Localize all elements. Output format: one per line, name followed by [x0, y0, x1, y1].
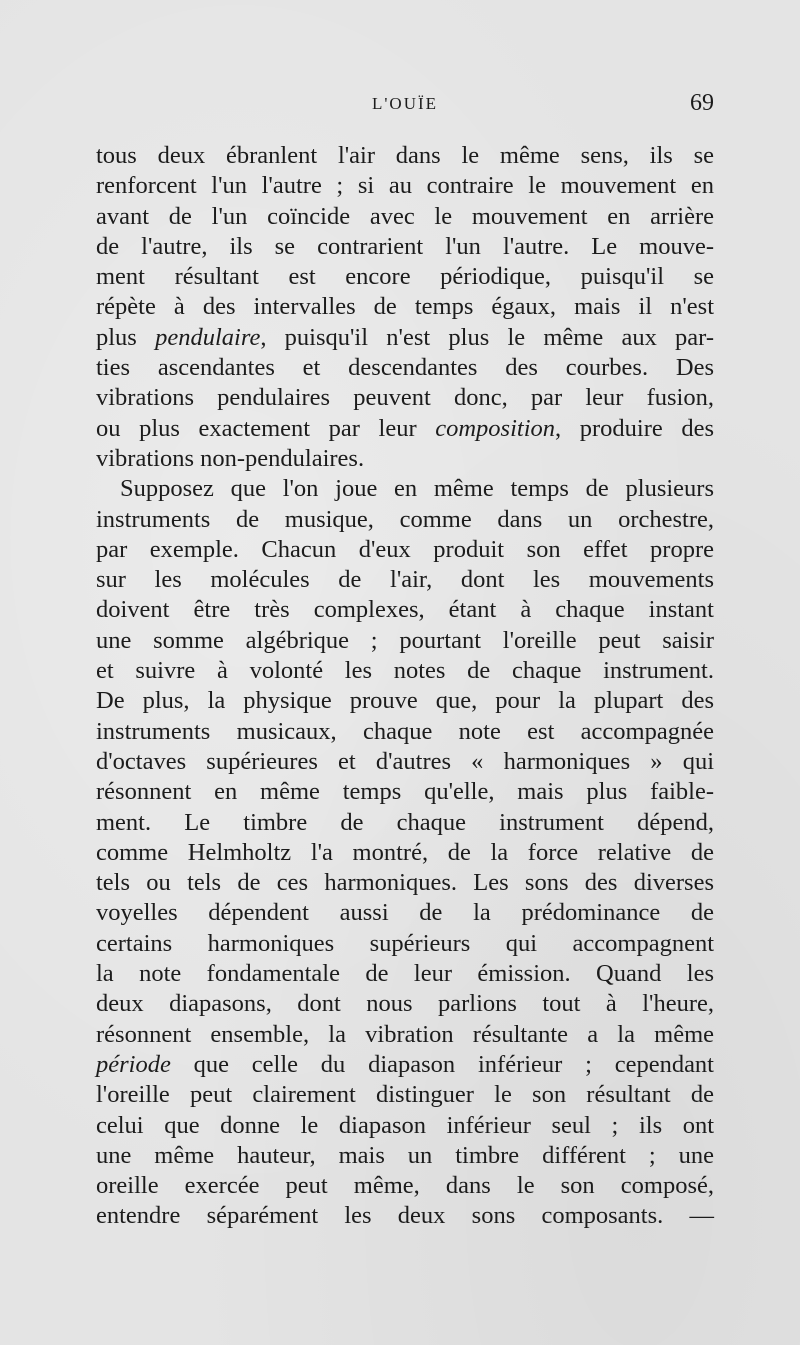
text-line: [96, 535, 714, 565]
body-text: [96, 141, 714, 1232]
text-line: [96, 565, 714, 595]
text-line: [96, 656, 714, 686]
text-line: [96, 808, 714, 838]
text-run: vibrations pendulaires peuvent donc, par leur fusion,: [96, 384, 714, 412]
text-run: oreille exercée peut même, dans le son composé,: [96, 1172, 714, 1200]
text-line: [96, 959, 714, 989]
text-run: celui que donne le diapason inférieur seul ; ils ont: [96, 1111, 714, 1139]
text-run: tous deux ébranlent l'air dans le même sens, ils se: [96, 142, 714, 169]
text-run: tels ou tels de ces harmoniques. Les sons des diverses: [96, 869, 714, 897]
text-run: répète à des intervalles de temps égaux, mais il n'est: [96, 293, 714, 321]
text-line: [96, 717, 714, 747]
text-line: [96, 747, 714, 777]
text-run: plus: [96, 323, 156, 351]
text-run: Supposez que l'on joue en même temps de plusieurs: [120, 475, 714, 503]
text-line: [96, 777, 714, 807]
text-line: [96, 838, 714, 868]
text-line: [96, 414, 714, 444]
text-run: ou plus exactement par leur: [96, 414, 436, 442]
text-run: résonnent en même temps qu'elle, mais plus faible-: [96, 778, 714, 806]
text-line: [96, 1020, 714, 1050]
text-run: doivent être très complexes, étant à chaque instant: [96, 596, 714, 624]
text-line: [96, 1201, 714, 1231]
text-run: ment. Le timbre de chaque instrument dépend,: [96, 808, 714, 836]
text-line: [96, 232, 714, 262]
text-run: l'oreille peut clairement distinguer le son résultant de: [96, 1081, 714, 1109]
text-run: et suivre à volonté les notes de chaque instrument.: [96, 657, 714, 685]
text-line: [96, 1171, 714, 1201]
text-run: voyelles dépendent aussi de la prédominance de: [96, 899, 714, 927]
text-run: renforcent l'un l'autre ; si au contraire le mouvement en: [96, 172, 714, 200]
text-run: , puisqu'il n'est plus le même aux par-: [260, 323, 714, 351]
text-line: [96, 686, 714, 716]
text-run: par exemple. Chacun d'eux produit son effet propre: [96, 535, 714, 563]
text-line: [96, 444, 714, 474]
text-run: de l'autre, ils se contrarient l'un l'autre. Le mouve-: [96, 232, 714, 260]
running-head: [96, 90, 714, 118]
text-line: [96, 353, 714, 383]
text-line: [96, 868, 714, 898]
italic-text: composition: [435, 414, 556, 442]
text-run: entendre séparément les deux sons composants. —: [96, 1202, 714, 1230]
text-run: comme Helmholtz l'a montré, de la force relative de: [96, 838, 714, 866]
text-line: [96, 262, 714, 292]
text-run: certains harmoniques supérieurs qui accompagnent: [96, 929, 714, 957]
text-line: [96, 1080, 714, 1110]
text-run: vibrations non-pendulaires.: [96, 444, 365, 472]
text-run: une même hauteur, mais un timbre différent ; une: [96, 1141, 714, 1169]
text-run: De plus, la physique prouve que, pour la plupart des: [96, 687, 714, 715]
text-run: d'octaves supérieures et d'autres « harmoniques » qui: [96, 747, 714, 775]
text-line: [96, 626, 714, 656]
text-line: [96, 505, 714, 535]
text-line: [96, 474, 714, 504]
text-line: [96, 383, 714, 413]
running-title: L'OUÏE: [371, 94, 439, 113]
text-line: [96, 595, 714, 625]
text-run: deux diapasons, dont nous parlions tout à l'heure,: [96, 990, 714, 1018]
text-line: [96, 1111, 714, 1141]
text-run: instruments musicaux, chaque note est accompagnée: [96, 717, 714, 745]
text-line: [96, 1050, 714, 1080]
text-run: avant de l'un coïncide avec le mouvement en arrière: [96, 202, 714, 230]
text-run: la note fondamentale de leur émission. Quand les: [96, 960, 714, 988]
text-line: [96, 898, 714, 928]
text-run: , produire des: [555, 414, 714, 442]
text-line: [96, 141, 714, 171]
text-run: que celle du diapason inférieur ; cependant: [170, 1050, 714, 1078]
text-line: [96, 1141, 714, 1171]
text-run: ment résultant est encore périodique, puisqu'il se: [96, 263, 714, 291]
text-line: [96, 323, 714, 353]
italic-text: pendulaire: [155, 323, 261, 351]
text-run: résonnent ensemble, la vibration résultante a la même: [96, 1020, 714, 1048]
text-run: ties ascendantes et descendantes des courbes. Des: [96, 354, 714, 382]
italic-text: période: [96, 1050, 171, 1078]
text-line: [96, 989, 714, 1019]
text-line: [96, 171, 714, 201]
text-line: [96, 292, 714, 322]
text-line: [96, 202, 714, 232]
text-run: sur les molécules de l'air, dont les mouvements: [96, 566, 714, 594]
text-run: une somme algébrique ; pourtant l'oreille peut saisir: [96, 626, 714, 654]
text-run: instruments de musique, comme dans un orchestre,: [96, 505, 714, 533]
page-number: 69: [690, 90, 714, 116]
text-line: [96, 929, 714, 959]
